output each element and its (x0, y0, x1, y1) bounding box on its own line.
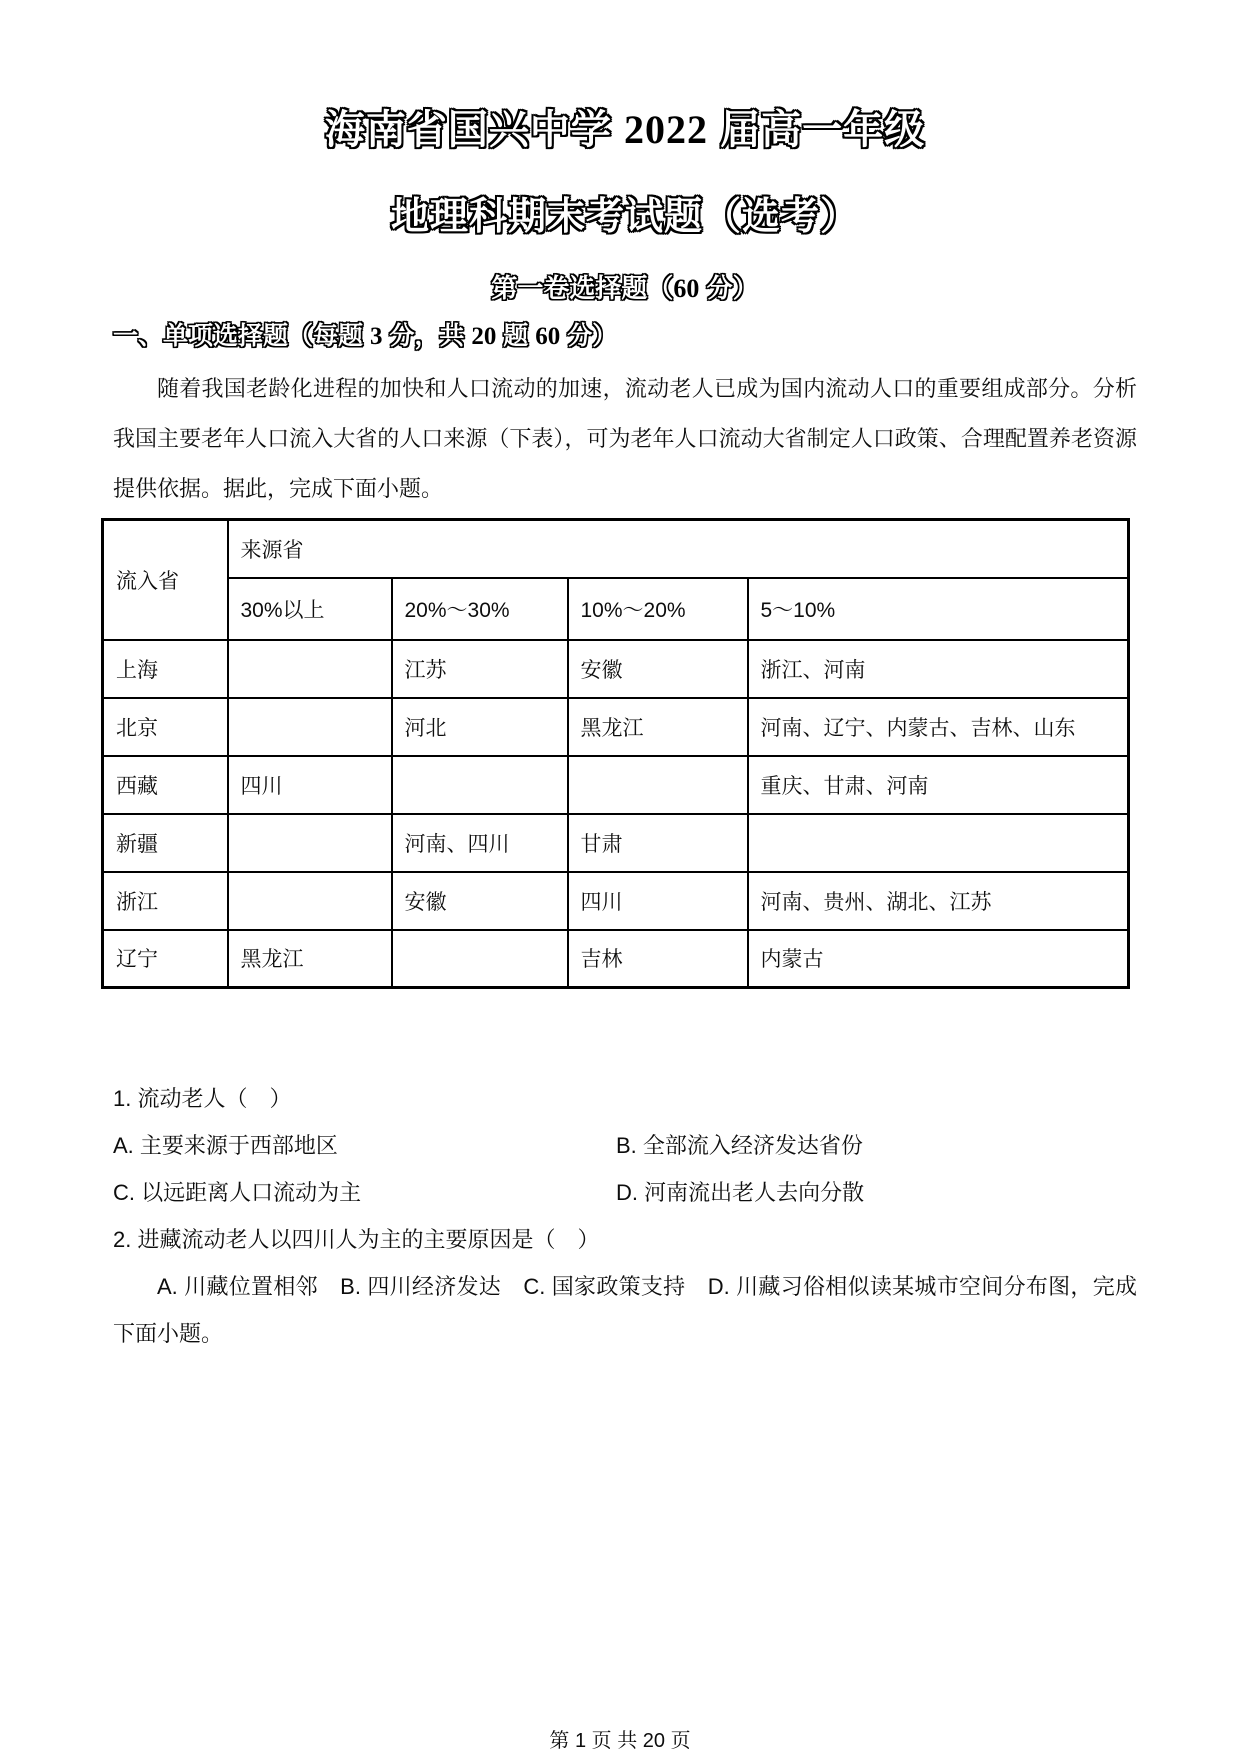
section-title-suffix: 分） (699, 273, 759, 303)
column-header: 5～10% (748, 578, 1129, 640)
table-cell (568, 756, 748, 814)
section-title (113, 270, 1137, 307)
section-title-text: 第一卷选择题（ (491, 273, 674, 303)
table-cell (228, 698, 392, 756)
table-row (103, 814, 1129, 872)
table-cell: 甘肃 (568, 814, 748, 872)
section-title-points: 60 (673, 274, 700, 303)
page-subtitle (113, 192, 1137, 242)
page-subtitle-text: 地理科期末考试题（选考） (390, 196, 859, 238)
table-cell (392, 756, 568, 814)
province-cell: 新疆 (103, 814, 228, 872)
province-cell: 上海 (103, 640, 228, 698)
table-cell: 黑龙江 (228, 930, 392, 988)
province-cell: 北京 (103, 698, 228, 756)
table-header-row-1 (103, 520, 1129, 578)
table-header-row-2 (103, 578, 1129, 640)
page-title-grade: 届高一年级 (708, 108, 926, 152)
table-row (103, 698, 1129, 756)
option-d: D. 河南流出老人去向分散 (616, 1180, 865, 1205)
table-cell: 江苏 (392, 640, 568, 698)
table-cell: 河南、四川 (392, 814, 568, 872)
option-c: C. 以远距离人口流动为主 (113, 1180, 362, 1205)
table-row (103, 930, 1129, 988)
question-type-heading: 一、单项选择题（每题 3 分，共 20 题 60 分） (113, 322, 618, 350)
province-cell: 辽宁 (103, 930, 228, 988)
table-cell: 四川 (568, 872, 748, 930)
question-2-stem: 2. 进藏流动老人以四川人为主的主要原因是（ ） (113, 1227, 600, 1252)
table-corner-cell: 流入省 (103, 520, 228, 640)
page-title (113, 104, 1137, 156)
table-cell: 内蒙古 (748, 930, 1129, 988)
column-header: 30%以上 (228, 578, 392, 640)
table-row (103, 640, 1129, 698)
page-number: 第 1 页 共 20 页 (549, 1730, 691, 1752)
population-source-table (101, 518, 1130, 989)
table-cell (228, 814, 392, 872)
table-cell: 河北 (392, 698, 568, 756)
questions-block (113, 1075, 1137, 1357)
option-a: A. 主要来源于西部地区 (113, 1133, 338, 1158)
table-cell: 黑龙江 (568, 698, 748, 756)
table-cell: 吉林 (568, 930, 748, 988)
table-cell (748, 814, 1129, 872)
table-cell (392, 930, 568, 988)
table-cell: 河南、辽宁、内蒙古、吉林、山东 (748, 698, 1129, 756)
page-title-text: 海南省国兴中学 (324, 108, 624, 152)
table-cell: 安徽 (568, 640, 748, 698)
table-group-header: 来源省 (228, 520, 1129, 578)
table-cell: 安徽 (392, 872, 568, 930)
table-cell: 重庆、甘肃、河南 (748, 756, 1129, 814)
province-cell: 浙江 (103, 872, 228, 930)
table-row (103, 756, 1129, 814)
question-1-options (113, 1122, 1137, 1216)
table-cell: 四川 (228, 756, 392, 814)
page-title-year: 2022 (624, 107, 708, 152)
question-2-options: A. 川藏位置相邻 B. 四川经济发达 C. 国家政策支持 D. 川藏习俗相似读某城市空间分布图，完成下面小题。 (113, 1274, 1137, 1346)
option-b: B. 全部流入经济发达省份 (616, 1133, 863, 1158)
table-cell (228, 872, 392, 930)
province-cell: 西藏 (103, 756, 228, 814)
question-1-stem: 1. 流动老人（ ） (113, 1086, 292, 1111)
column-header: 20%～30% (392, 578, 568, 640)
table-cell: 河南、贵州、湖北、江苏 (748, 872, 1129, 930)
table-row (103, 872, 1129, 930)
column-header: 10%～20% (568, 578, 748, 640)
table-cell (228, 640, 392, 698)
table-cell: 浙江、河南 (748, 640, 1129, 698)
intro-paragraph: 随着我国老龄化进程的加快和人口流动的加速，流动老人已成为国内流动人口的重要组成部分。分析我国主要老年人口流入大省的人口来源（下表），可为老年人口流动大省制定人口政策、合理配置养老资源提供依据。据此，完成下面小题。 (113, 376, 1137, 501)
